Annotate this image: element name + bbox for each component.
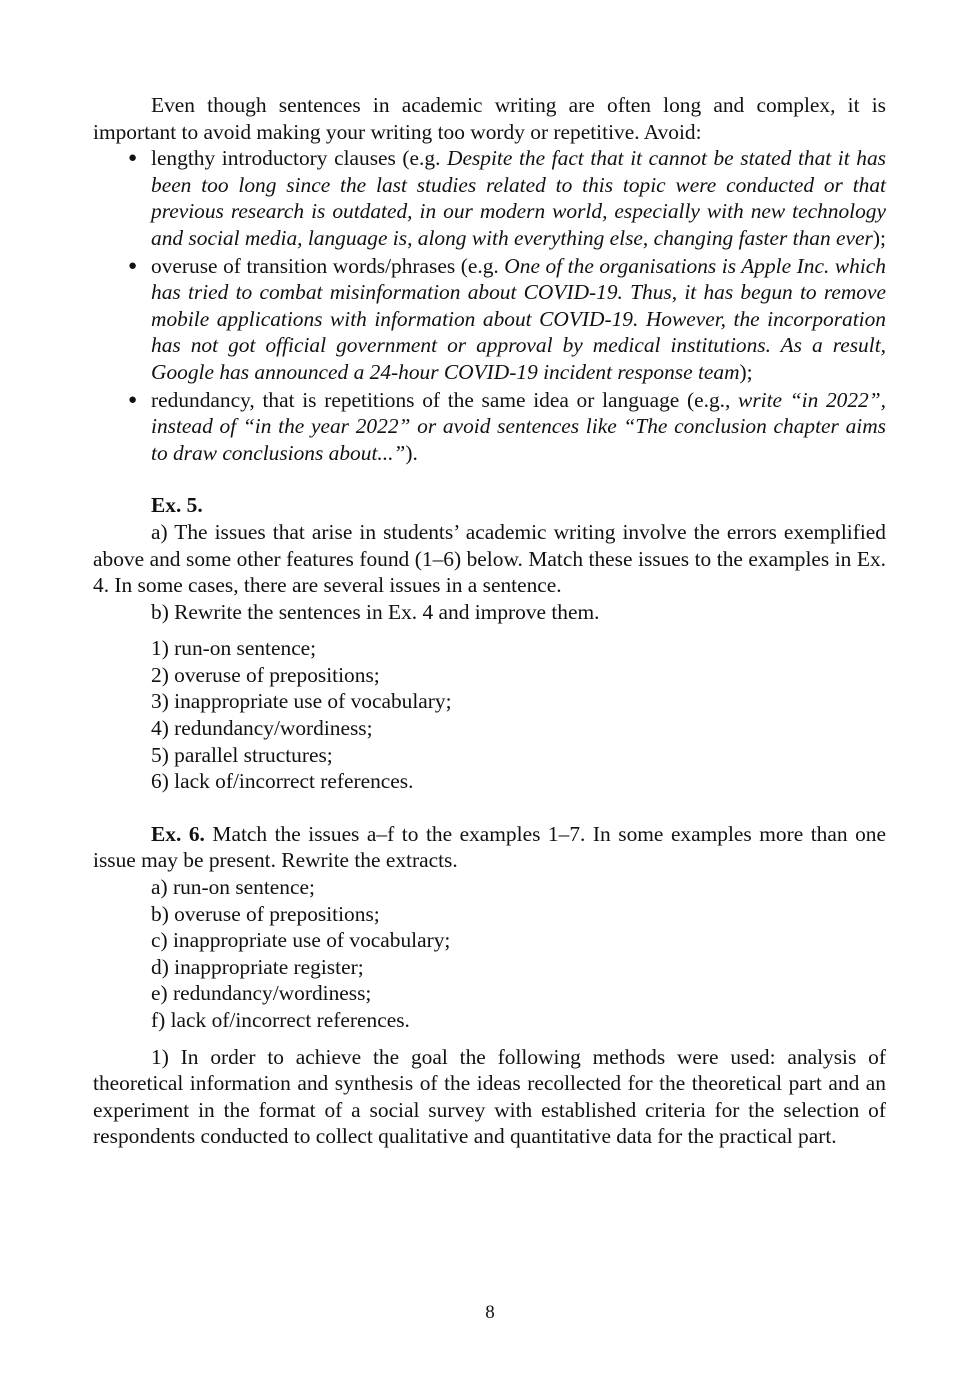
bullet-dot-icon: ● bbox=[128, 391, 138, 408]
list-item: 4) redundancy/wordiness; bbox=[151, 716, 373, 741]
list-item: 6) lack of/incorrect references. bbox=[151, 769, 414, 794]
ex5-issue-list bbox=[93, 635, 886, 795]
bullet-example: Despite the fact that it cannot be stated that it has been too long since the last studies related to this topic were conducted or that previous research is outdated, in our modern world, especially with new technology and social media, language is, along with everything else, changing faster than ever bbox=[151, 146, 886, 250]
page-number: 8 bbox=[485, 1302, 495, 1323]
list-item: a) run-on sentence; bbox=[151, 875, 315, 900]
bullet-prefix: lengthy introductory clauses (e.g. bbox=[151, 146, 448, 171]
bullet-example: write “in 2022”, instead of “in the year 2022” or avoid sentences like “The conclusion chapter aims to draw conclusions about...” bbox=[151, 387, 886, 465]
bullet-suffix: ); bbox=[872, 225, 886, 250]
list-item: 1) run-on sentence; bbox=[151, 636, 317, 661]
bullet-item-transition-words bbox=[93, 253, 886, 386]
list-item: 2) overuse of prepositions; bbox=[151, 662, 380, 687]
list-item: 5) parallel structures; bbox=[151, 742, 333, 767]
bullet-example: One of the organisations is Apple Inc. which has tried to combat misinformation about COVID-19. Thus, it has begun to remove mobile applications with information about COVID-19. However, the incorporation has not got official government or approval by medical institutions. As a result, Google has announced a 24-hour COVID-19 incident response team bbox=[151, 253, 886, 384]
intro-paragraph: Even though sentences in academic writing are often long and complex, it is important to avoid making your writing too wordy or repetitive. Avoid: bbox=[93, 93, 886, 144]
bullet-item-introductory-clauses bbox=[93, 145, 886, 251]
bullet-prefix: overuse of transition words/phrases (e.g. bbox=[151, 253, 505, 278]
bullet-dot-icon: ● bbox=[128, 150, 138, 167]
page-body bbox=[93, 92, 886, 1150]
avoid-list bbox=[93, 145, 886, 466]
ex6-instruction-paragraph bbox=[93, 821, 886, 874]
bullet-dot-icon: ● bbox=[128, 257, 138, 274]
list-item: 3) inappropriate use of vocabulary; bbox=[151, 689, 452, 714]
list-item: b) overuse of prepositions; bbox=[151, 901, 380, 926]
bullet-suffix: ); bbox=[739, 359, 753, 384]
ex6-issue-list bbox=[93, 874, 886, 1034]
ex5-part-a: a) The issues that arise in students’ academic writing involve the errors exemplified above and some other features found (1–6) below. Match these issues to the examples in Ex. 4. In some cases, there are several issues in a sentence. bbox=[93, 519, 886, 598]
list-item: f) lack of/incorrect references. bbox=[151, 1008, 410, 1032]
ex6-heading: Ex. 6. bbox=[151, 821, 205, 846]
bullet-prefix: redundancy, that is repetitions of the same idea or language (e.g., bbox=[151, 387, 739, 412]
bullet-suffix: ). bbox=[405, 440, 418, 465]
ex5-heading: Ex. 5. bbox=[151, 493, 203, 518]
list-item: e) redundancy/wordiness; bbox=[151, 981, 372, 1006]
list-item: c) inappropriate use of vocabulary; bbox=[151, 928, 451, 953]
bullet-item-redundancy bbox=[93, 387, 886, 467]
ex6-instruction: Match the issues a–f to the examples 1–7. In some examples more than one issue may be present. Rewrite the extracts. bbox=[93, 821, 886, 873]
ex5-part-b: b) Rewrite the sentences in Ex. 4 and improve them. bbox=[151, 599, 600, 624]
ex6-example-1: 1) In order to achieve the goal the following methods were used: analysis of theoretical information and synthesis of the ideas recollected for the theoretical part and an experiment in the format of a social survey with established criteria for the selection of respondents conducted to collect qualitative and quantitative data for the practical part. bbox=[93, 1044, 886, 1149]
list-item: d) inappropriate register; bbox=[151, 954, 364, 979]
